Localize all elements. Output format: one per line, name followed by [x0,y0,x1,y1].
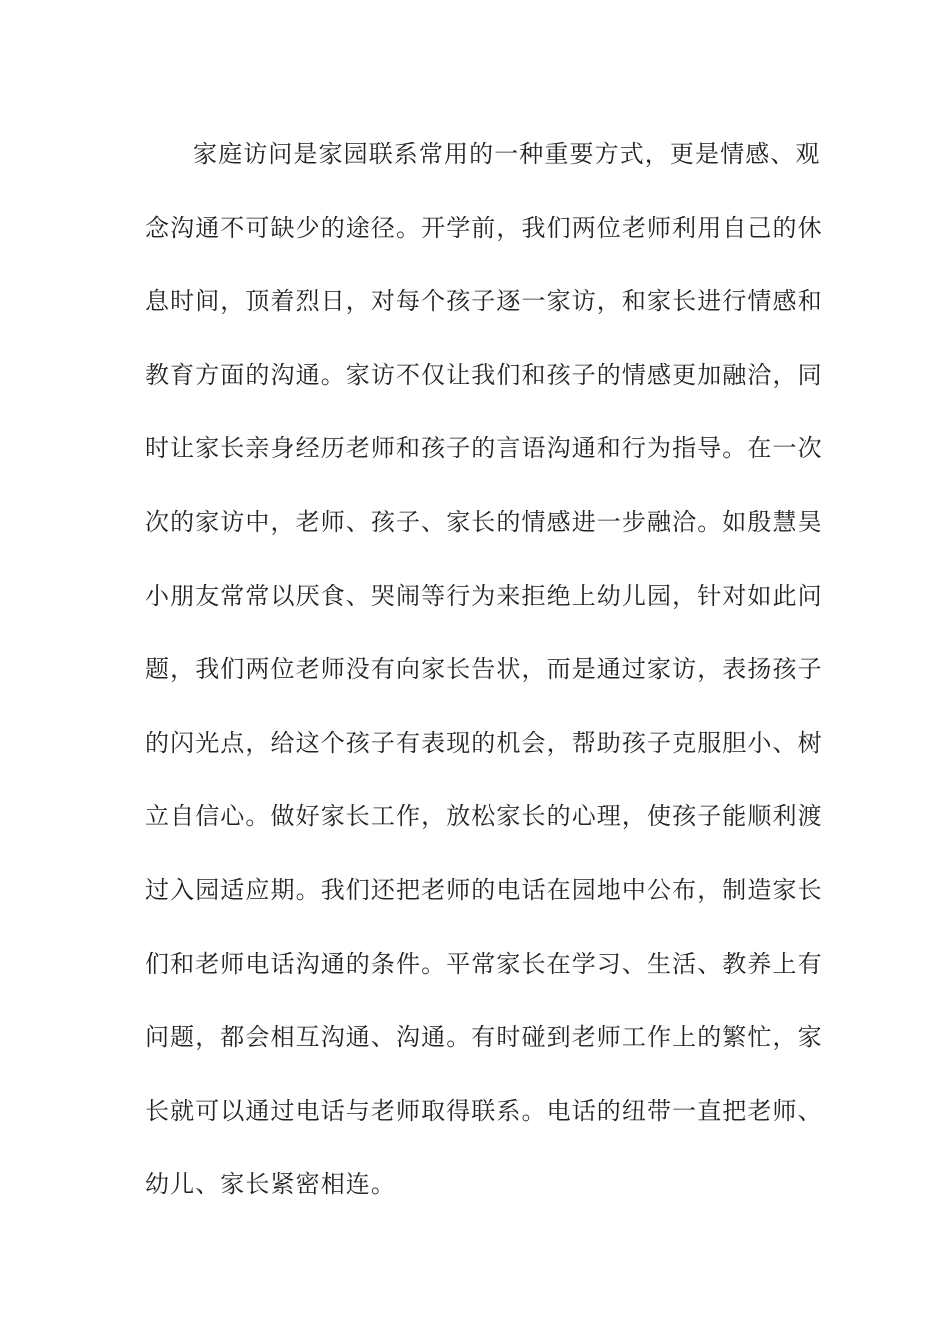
text-line: 问题，都会相互沟通、沟通。有时碰到老师工作上的繁忙，家 [145,1023,823,1052]
text-line: 题，我们两位老师没有向家长告状，而是通过家访，表扬孩子 [145,655,823,684]
text-line: 时让家长亲身经历老师和孩子的言语沟通和行为指导。在一次 [145,434,823,463]
text-line: 小朋友常常以厌食、哭闹等行为来拒绝上幼儿园，针对如此问 [145,581,823,610]
text-line: 次的家访中，老师、孩子、家长的情感进一步融洽。如殷慧昊 [145,507,823,536]
text-line: 幼儿、家长紧密相连。 [145,1170,396,1199]
text-line: 息时间，顶着烈日，对每个孩子逐一家访，和家长进行情感和 [145,287,823,316]
text-line: 教育方面的沟通。家访不仅让我们和孩子的情感更加融洽，同 [145,360,823,389]
text-line: 家庭访问是家园联系常用的一种重要方式，更是情感、观 [193,140,821,168]
text-line: 的闪光点，给这个孩子有表现的机会，帮助孩子克服胆小、树 [145,728,823,757]
text-line: 立自信心。做好家长工作，放松家长的心理，使孩子能顺利渡 [145,802,823,831]
text-line: 过入园适应期。我们还把老师的电话在园地中公布，制造家长 [145,875,823,904]
text-line: 们和老师电话沟通的条件。平常家长在学习、生活、教养上有 [145,949,823,978]
text-line: 长就可以通过电话与老师取得联系。电话的纽带一直把老师、 [145,1096,823,1125]
text-line: 念沟通不可缺少的途径。开学前，我们两位老师利用自己的休 [145,213,823,242]
body-paragraph [145,131,823,1235]
